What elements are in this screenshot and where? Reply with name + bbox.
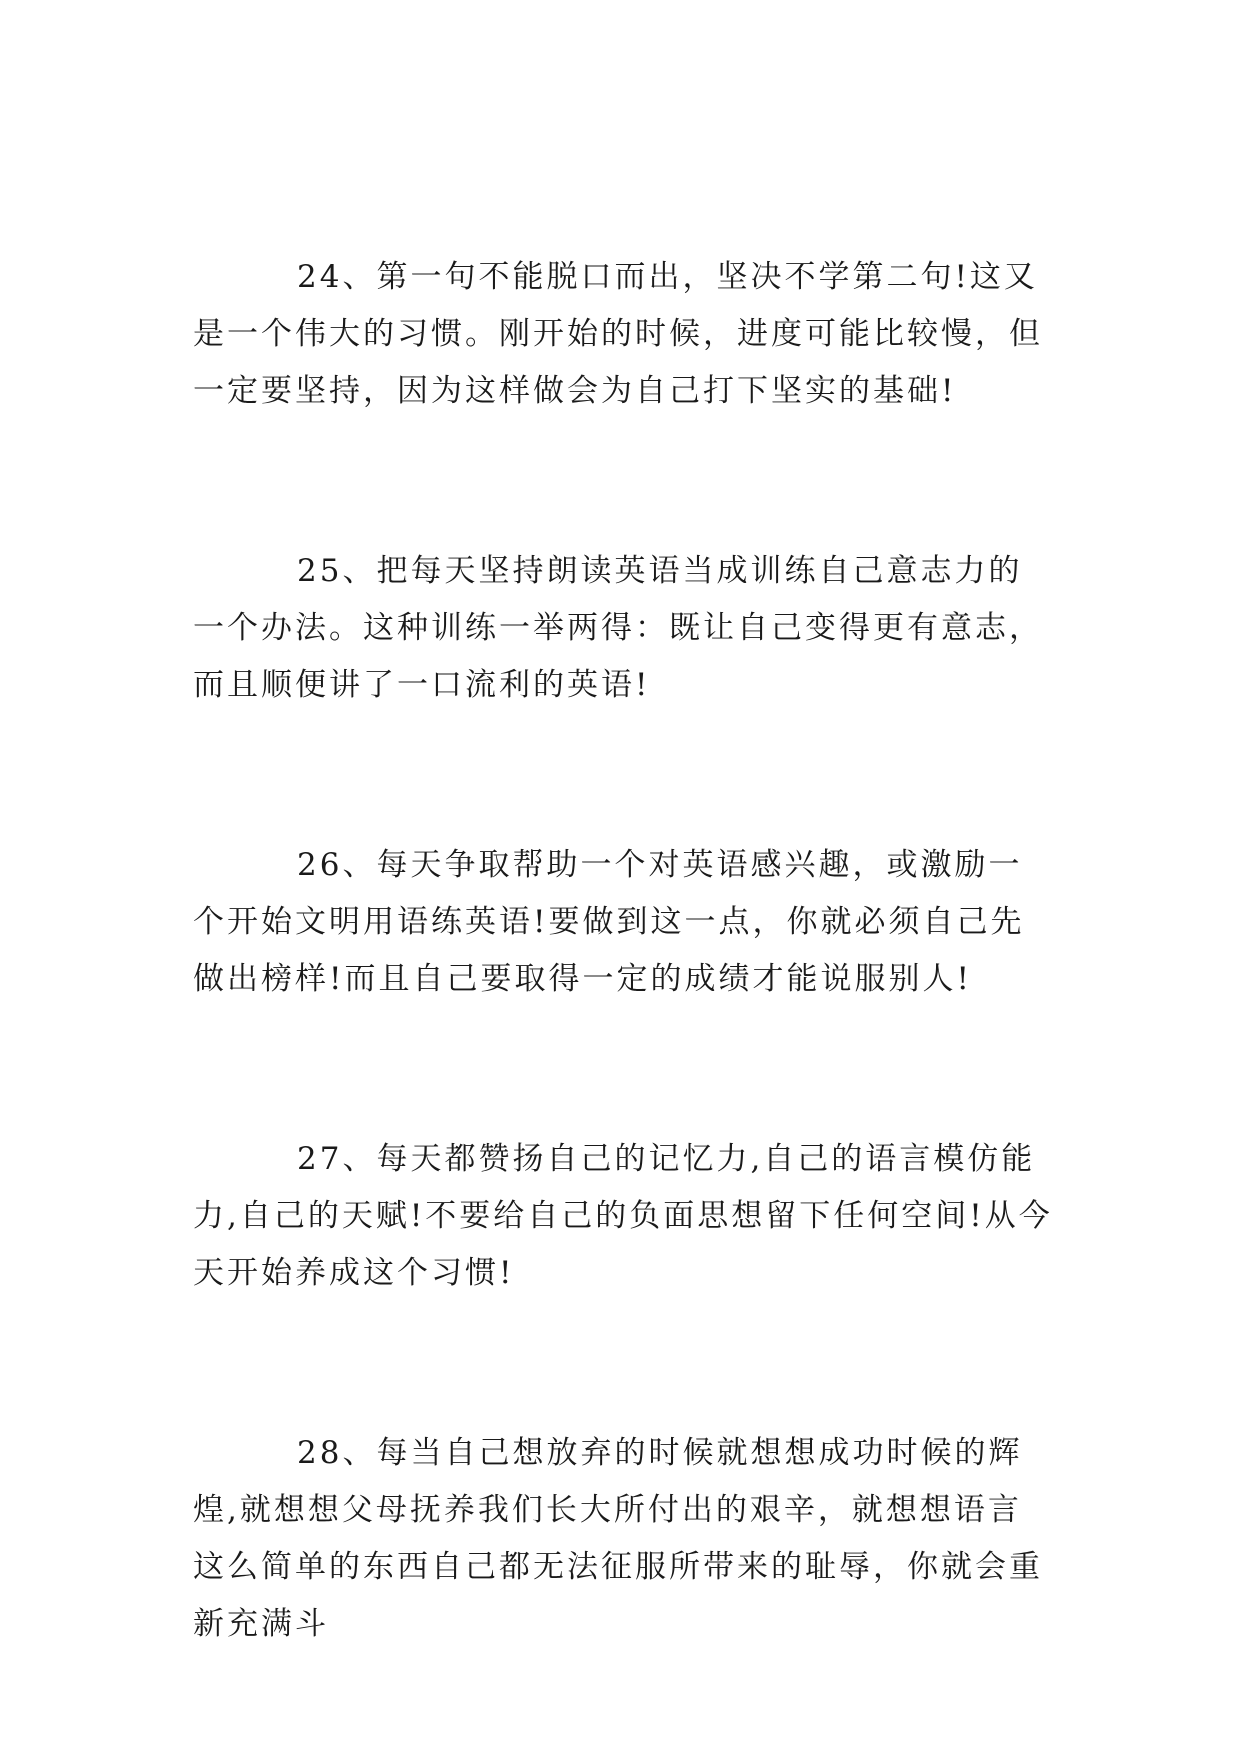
paragraph-24: 24、第一句不能脱口而出，坚决不学第二句!这又是一个伟大的习惯。刚开始的时候，进度可能比较慢，但一定要坚持，因为这样做会为自己打下坚实的基础!: [193, 259, 1043, 409]
paragraph-28: 28、每当自己想放弃的时候就想想成功时候的辉煌,就想想父母抚养我们长大所付出的艰辛，就想想语言这么简单的东西自己都无法征服所带来的耻辱，你就会重新充满斗: [193, 1435, 1043, 1642]
paragraph-26: 26、每天争取帮助一个对英语感兴趣，或激励一个开始文明用语练英语!要做到这一点，你就必须自己先做出榜样!而且自己要取得一定的成绩才能说服别人!: [193, 847, 1025, 997]
paragraph-27: 27、每天都赞扬自己的记忆力,自己的语言模仿能力,自己的天赋!不要给自己的负面思想留下任何空间!从今天开始养成这个习惯!: [193, 1141, 1053, 1291]
paragraph-25: 25、把每天坚持朗读英语当成训练自己意志力的一个办法。这种训练一举两得：既让自己变得更有意志，而且顺便讲了一口流利的英语!: [193, 553, 1043, 703]
